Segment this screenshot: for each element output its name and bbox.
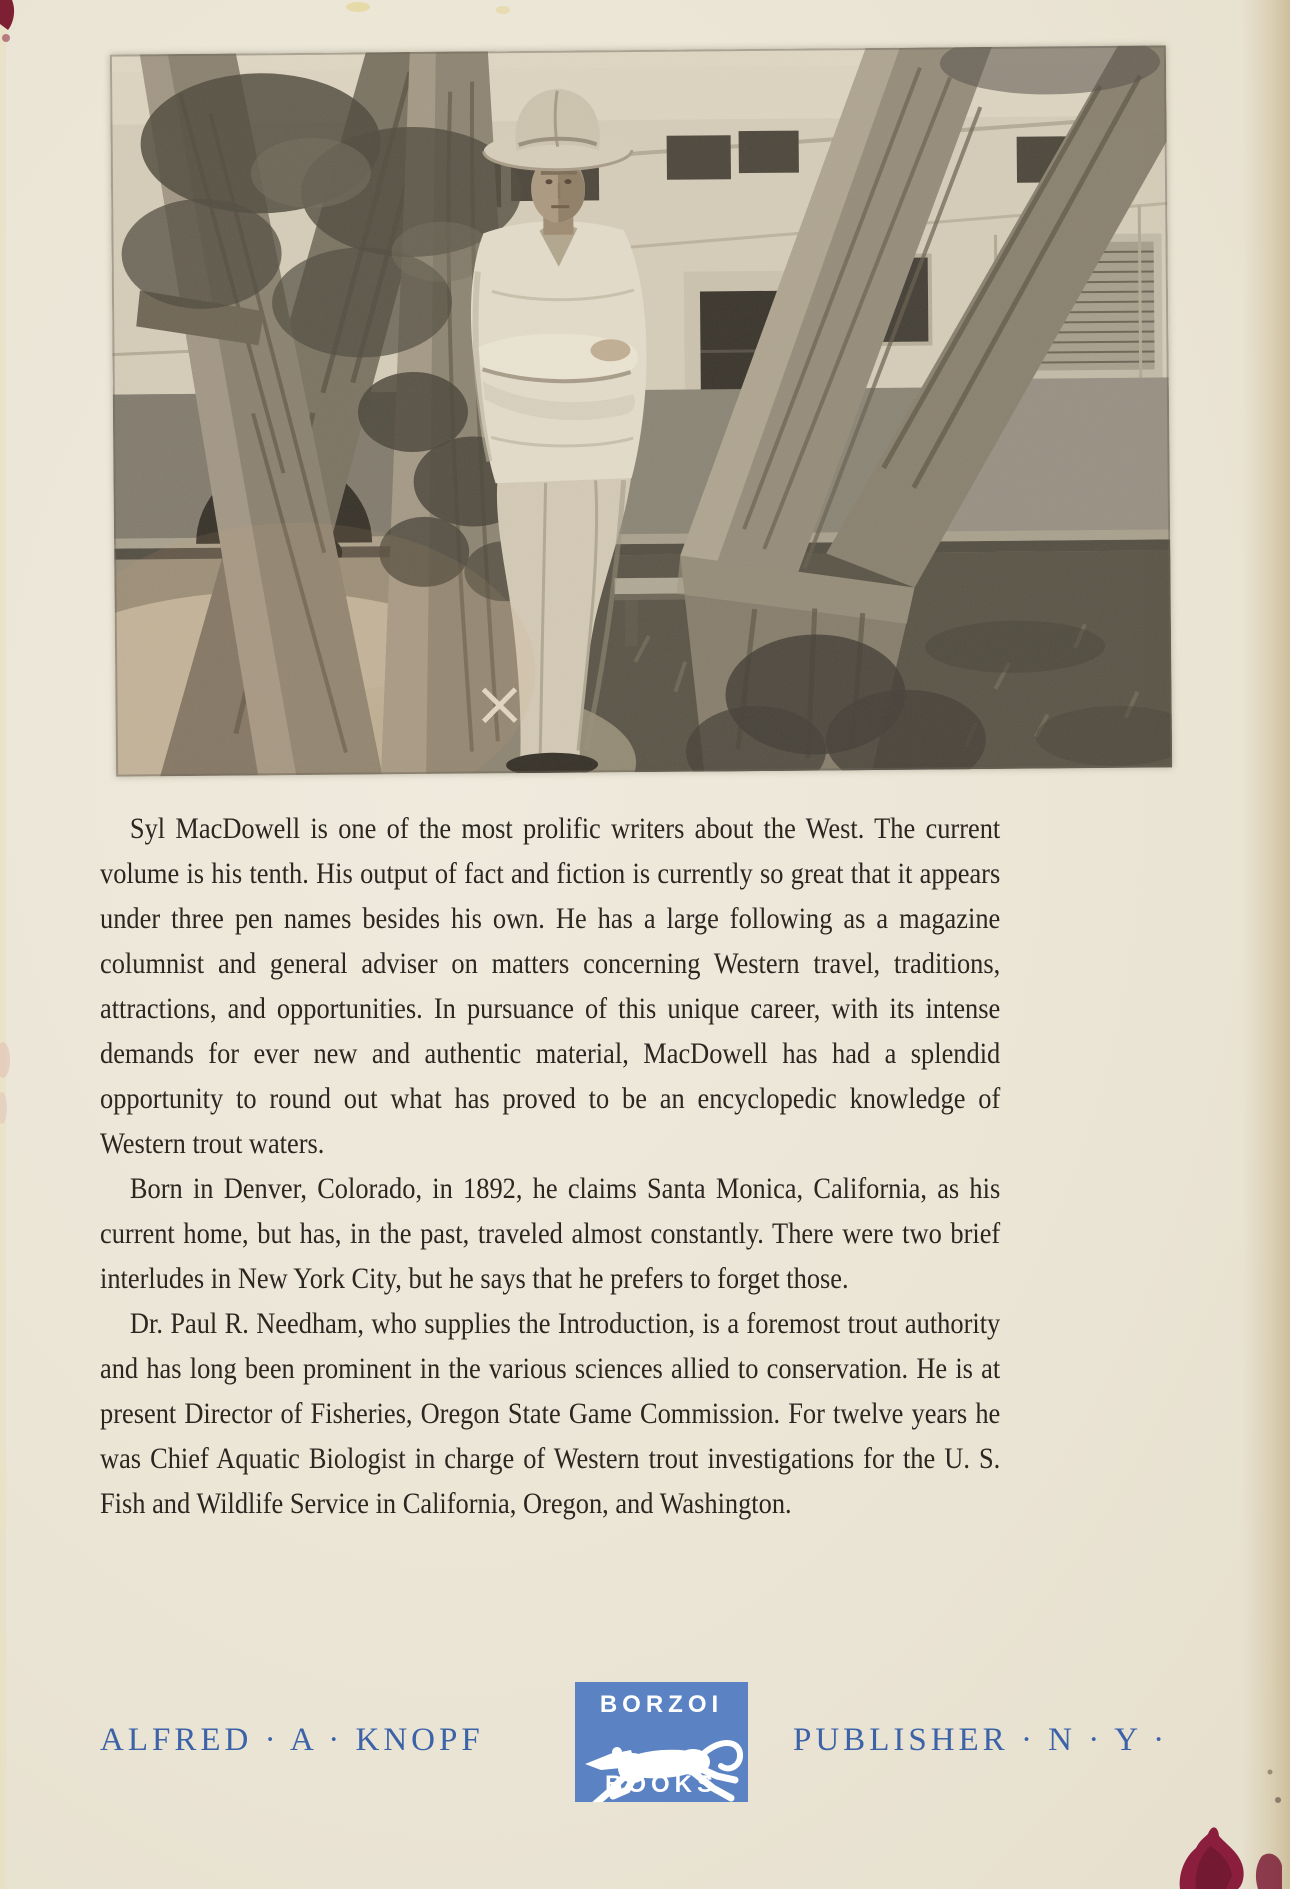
bio-paragraph-3: Dr. Paul R. Needham, who supplies the Introduction, is a foremost trout authority and has long been prominent in the various sciences allied to conservation. He is at present Director of Fisheries, Oregon State Game Commission. For twelve years he was Chief Aquatic Biologist in charge of Western trout investigations for the U. S. Fish and Wildlife Service in California, Oregon, and Washington. <box>100 1307 1001 1520</box>
page-right-edge <box>1242 0 1290 1889</box>
publisher-city: PUBLISHER · N · Y · <box>793 1722 1169 1758</box>
bio-paragraph-1: Syl MacDowell is one of the most prolific writers about the West. The current volume is his tenth. His output of fact and fiction is currently so great that it appears under three pen names besides his own. He has a large following as a magazine columnist and general adviser on matters concerning Western travel, traditions, attractions, and opportunities. In pursuance of this unique career, with its intense demands for ever new and authentic material, MacDowell has had a splendid opportunity to round out what has proved to be an encyclopedic knowledge of Western trout waters. <box>100 812 1001 1160</box>
stain-bottom-right <box>1180 1827 1244 1889</box>
ink-smudge-top-left <box>0 0 14 30</box>
publisher-name: ALFRED · A · KNOPF <box>100 1722 484 1758</box>
bio-paragraph-2: Born in Denver, Colorado, in 1892, he claims Santa Monica, California, as his current home, but has, in the past, traveled almost constantly. There were two brief interludes in New York City, but he says that he prefers to forget those. <box>100 1172 1001 1295</box>
author-biography <box>100 806 1000 1526</box>
cover-photo <box>110 45 1172 776</box>
cover-photo-illustration <box>110 45 1172 776</box>
logo-word-top: BORZOI <box>599 1691 724 1718</box>
borzoi-books-logo <box>575 1682 748 1802</box>
logo-word-bottom: BOOKS <box>604 1771 719 1798</box>
